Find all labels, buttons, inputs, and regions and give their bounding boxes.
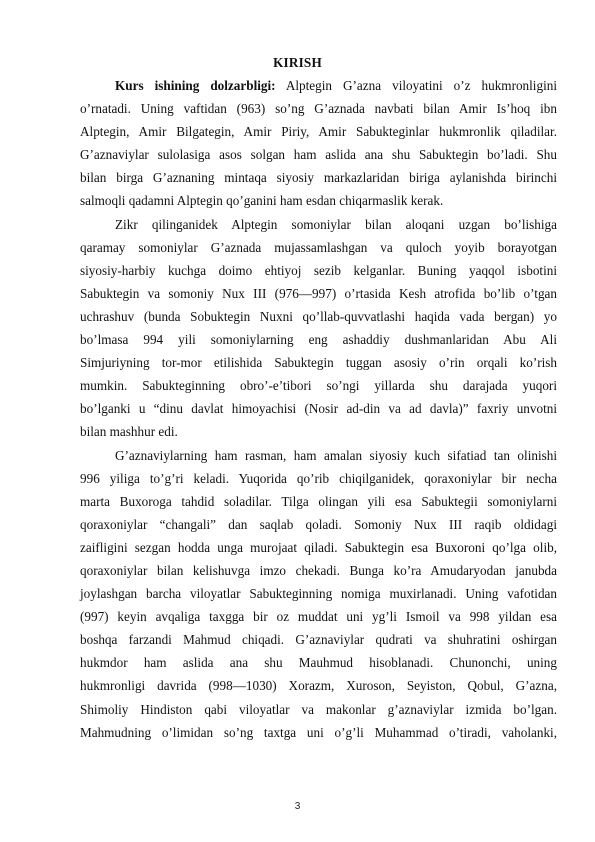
text-line: salmoqli qadamni Alptegin qo’ganini ham esdan chiqarmaslik kerak.	[80, 193, 444, 209]
text-line: bilan birga G’aznaning mintaqa siyosiy markazlaridan biriga aylanishda birinchi	[80, 170, 557, 186]
text-line: uchrashuv (bunda Sobuktegin Nuxni qo’llab-quvvatlashi haqida vada bergan) yo	[80, 308, 557, 324]
text-line: o’rnatadi. Uning vaftidan (963) so’ng G’aznada navbati bilan Amir Is’hoq ibn	[80, 101, 557, 117]
text-line: qoraxoniylar bilan kelishuvga imzo chekadi. Bunga ko’ra Amudaryodan janubda	[80, 562, 557, 578]
text-line: qaramay somoniylar G’aznada mujassamlashgan va quloch yoyib borayotgan	[80, 239, 557, 255]
text-line: siyosiy-harbiy kuchga doimo ehtiyoj sezib kelganlar. Buning yaqqol isbotini	[80, 262, 557, 278]
text-line: zaifligini sezgan hodda unga murojaat qiladi. Sabuktegin esa Buxoroni qo’lga olib,	[80, 539, 557, 555]
text-line: mumkin. Sabukteginning obro’-e’tibori so’ngi yillarda shu darajada yuqori	[80, 378, 557, 394]
text-line: G’aznaviylarning ham rasman, ham amalan siyosiy kuch sifatiad tan olinishi	[115, 447, 557, 463]
text-line: Mahmudning o’limidan so’ng taxtga uni o’g’li Muhammad o’tiradi, vaholanki,	[80, 724, 557, 740]
text-line: (997) keyin avqaliga taxgga bir oz muddat uni yg’li Ismoil va 998 yildan esa	[80, 609, 557, 625]
page-number: 3	[294, 801, 301, 812]
paragraph-2	[80, 213, 557, 444]
text-line: boshqa farzandi Mahmud chiqadi. G’aznaviylar qudrati va shuhratini oshirgan	[80, 632, 557, 648]
text-line: Alptegin, Amir Bilgategin, Amir Piriy, Amir Sabukteginlar hukmronlik qiladilar.	[80, 124, 557, 140]
text-line: Sabuktegin va somoniy Nux III (976—997) o’rtasida Kesh atrofida bo’lib o’tgan	[80, 285, 557, 301]
text-line: Zikr qilinganidek Alptegin somoniylar bilan aloqani uzgan bo’lishiga	[115, 216, 557, 232]
text-line: bo’lganki u “dinu davlat himoyachisi (Nosir ad-din va ad davla)” faxriy unvotni	[80, 401, 557, 417]
text-line: marta Buxoroga tahdid soladilar. Tilga olingan yili esa Sabuktegii somoniylarni	[80, 493, 557, 509]
text-line: bilan mashhur edi.	[80, 424, 178, 440]
text-line: hukmronligi davrida (998—1030) Xorazm, Xuroson, Seyiston, Qobul, G’azna,	[80, 678, 557, 694]
page-title: KIRISH	[273, 55, 322, 70]
text-line: Shimoliy Hindiston qabi viloyatlar va makonlar g’aznaviylar izmida bo’lgan.	[80, 701, 557, 717]
lead-label: Kurs ishining dolzarbligi:	[115, 78, 276, 93]
paragraph-1	[80, 74, 557, 213]
text-line: joylashgan barcha viloyatlar Sabukteginning nomiga muxirlanadi. Uning vafotidan	[80, 586, 557, 602]
text-line	[115, 74, 557, 97]
text-line: 996 yiliga to’g’ri keladi. Yuqorida qo’rib chiqilganidek, qoraxoniylar bir necha	[80, 470, 557, 486]
text-line: bo’lmasa 994 yili somoniylarning eng ashaddiy dushmanlaridan Abu Ali	[80, 332, 557, 348]
text-line: G’aznaviylar sulolasiga asos solgan ham aslida ana shu Sabuktegin bo’ladi. Shu	[80, 147, 557, 163]
document-body	[80, 74, 557, 744]
text-line: hukmdor ham aslida ana shu Mauhmud hisoblanadi. Chunonchi, uning	[80, 655, 557, 671]
paragraph-3	[80, 444, 557, 744]
text-line-content: Alptegin G’azna viloyatini o’z hukmronligini	[275, 78, 557, 93]
text-line: qoraxoniylar “changali” dan saqlab qoladi. Somoniy Nux III raqib oldidagi	[80, 516, 557, 532]
text-line: Simjuriyning tor-mor etilishida Sabuktegin tuggan asosiy o’rin orqali ko’rish	[80, 355, 557, 371]
